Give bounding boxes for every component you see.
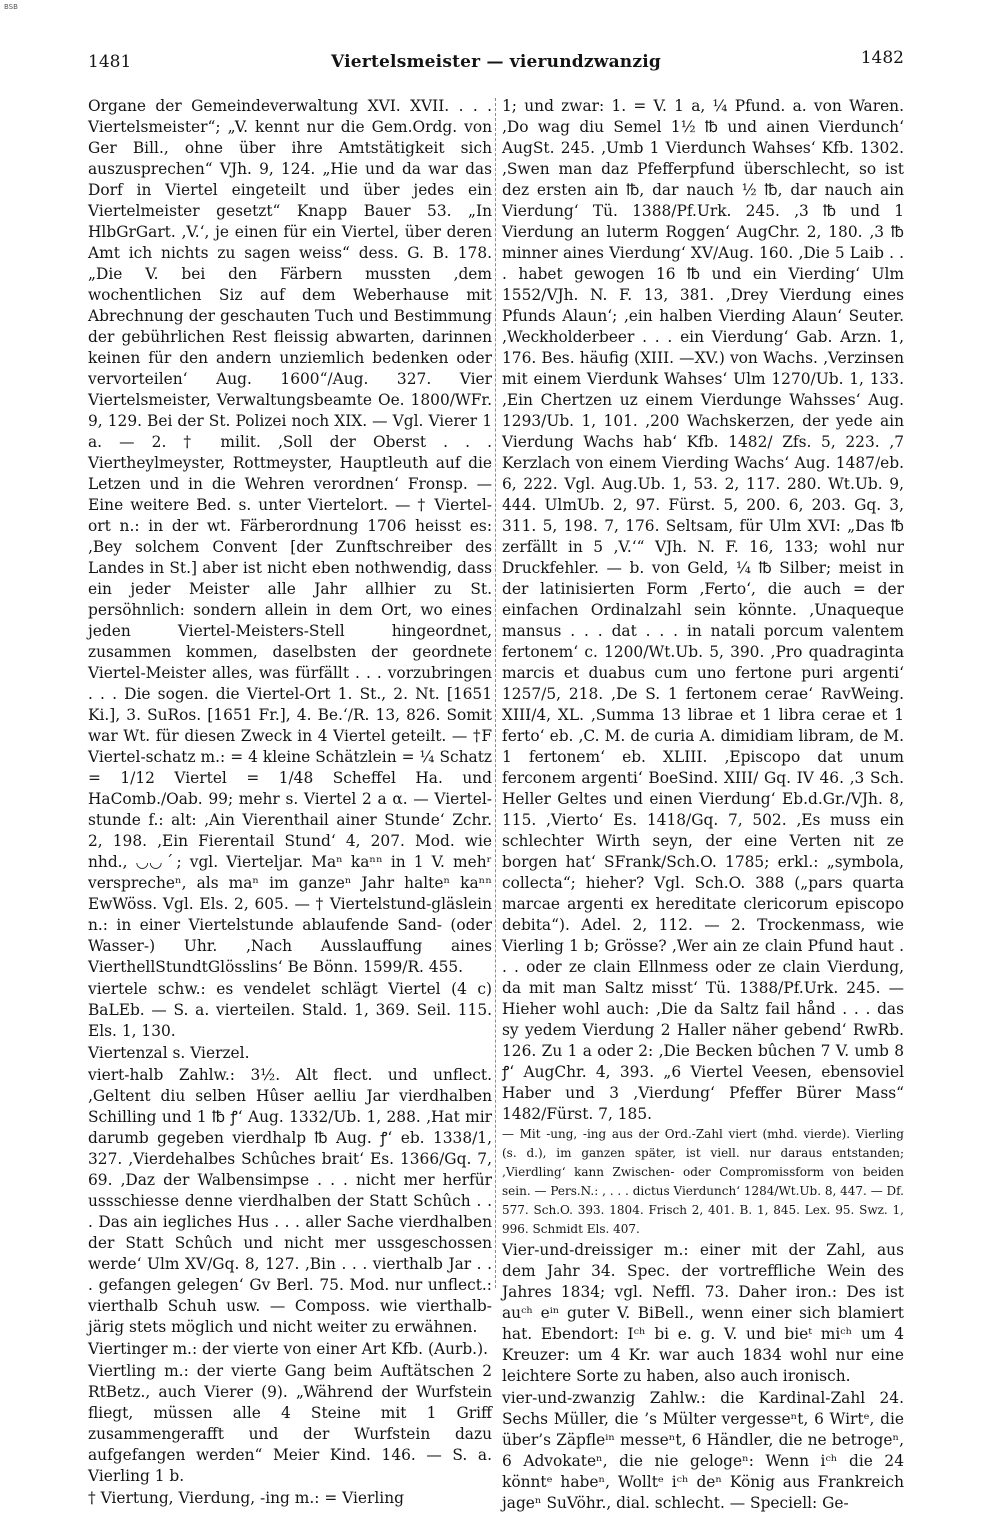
dictionary-entry: Viertinger m.: der vierte von einer Art Kfb. (Aurb.). (88, 1340, 488, 1358)
page-number-right: 1482 (860, 48, 904, 68)
dictionary-entry: Viertling m.: der vierte Gang beim Auftätschen 2 RtBetz., auch Vierer (9). „Während der Wurfstein fliegt, müssen alle 4 Steine mit 1 Griff zusammengerafft und der Wurfstein dazu aufgefangen werden“ Meier Kind. 146. — S. a. Vierling 1 b. (88, 1362, 492, 1485)
running-title: Viertelsmeister — vierundzwanzig (331, 52, 661, 72)
dictionary-entry: viert-halb Zahlw.: 3½. Alt flect. und unflect. ‚Geltent diu selben Hûser aelliu Jar vierdhalben Schilling und 1 ℔ ꝭ‘ Aug. 1332/Ub. 1, 288. ‚Hat mir darumb gegeben vierdhalp ℔ Aug. ꝭ‘ eb. 1338/1, 327. ‚Vierdehalbes Schûches brait‘ Es. 1366/Gq. 7, 69. ‚Daz der Walbensimpse . . . nicht mer herfür ussschiesse denne vierdhalben der Statt Schûch . . . Das ain iegliches Hus . . . aller Sache vierdhalben der Statt Schûch und nicht mer ussgeschossen werde‘ Ulm XV/Gq. 8, 127. ‚Bin . . . vierthalb Jar . . . gefangen gelegen‘ Gv Berl. 75. Mod. nur unflect.: vierthalb Schuh usw. — Composs. wie vierthalb-järig stets möglich und nicht weiter zu erwähnen. (88, 1066, 492, 1336)
dictionary-entry: Vier-und-dreissiger m.: einer mit der Zahl, aus dem Jahr 34. Spec. der vortreffliche Wein des Jahres 1834; vgl. Neffl. 73. Daher iron.: Des ist auᶜʰ eⁱⁿ guter V. BiBell., wenn einer sich blamiert hat. Ebendort: Iᶜʰ bi e. g. V. und bieᵗ miᶜʰ um 4 Kreuzer: um 4 Kr. war auch 1834 wohl nur eine leichtere Sorte zu haben, also auch ironisch. (502, 1241, 904, 1385)
left-column (88, 96, 492, 1509)
dictionary-entry: vier-und-zwanzig Zahlw.: die Kardinal-Zahl 24. Sechs Müller, die ’s Mülter vergesseⁿt, 6 Wirtᵉ, die über’s Zäpfleⁱⁿ messeⁿt, 6 Händler, die ne betrogeⁿ, 6 Advokateⁿ, die nie gelogeⁿ: Wenn iᶜʰ die 24 könntᵉ habeⁿ, Wolltᵉ iᶜʰ deⁿ König aus Frankreich jageⁿ SuVöhr., dial. schlecht. — Speciell: Ge- (502, 1389, 904, 1512)
page-header (88, 48, 904, 78)
right-column (502, 96, 904, 1514)
text-paragraph: 1; und zwar: 1. = V. 1 a, ¼ Pfund. a. von Waren. ‚Do wag diu Semel 1½ ℔ und ainen Vierdunch‘ AugSt. 245. ‚Umb 1 Vierdunch Wahses‘ Kfb. 1302. ‚Swen man daz Pfefferpfund überschlecht, so ist dez ersten ain ℔, dar nauch ½ ℔, dar nauch ain Vierdung‘ Tü. 1388/Pf.Urk. 245. ‚3 ℔ und 1 Vierdung an luterm Roggen‘ AugChr. 2, 180. ‚3 ℔ minner aines Vierdung‘ XV/Aug. 160. ‚Die 5 Laib . . . habet gewogen 16 ℔ und ein Vierding‘ Ulm 1552/VJh. N. F. 13, 381. ‚Drey Vierdung eines Pfunds Alaun‘; ‚ein halben Vierding Alaun‘ Seuter. ‚Weckholderbeer . . . ein Vierdung‘ Gab. Arzn. 1, 176. Bes. häufig (XIII. —XV.) von Wachs. ‚Verzinsen mit einem Vierdunk Wahses‘ Ulm 1270/Ub. 1, 133. ‚Ein Chertzen uz einem Vierdunge Wahsses‘ Aug. 1293/Ub. 1, 101. ‚200 Wachskerzen, der yede ain Vierdung Wachs hab‘ Kfb. 1482/ Zfs. 5, 223. ‚7 Kerzlach von einem Vierding Wachs‘ Aug. 1487/eb. 6, 222. Vgl. Aug.Ub. 1, 53. 2, 117. 280. Wt.Ub. 9, 444. UlmUb. 2, 97. Fürst. 5, 200. 6, 203. Gq. 3, 311. 5, 198. 7, 176. Seltsam, für Ulm XVI: „Das ℔ zerfällt in 5 ‚V.‘“ VJh. N. F. 16, 133; wohl nur Druckfehler. — b. von Geld, ¼ ℔ Silber; meist in der latinisierten Form ‚Ferto‘, die auch = der einfachen Ordinalzahl sein könnte. ‚Unaqueque mansus . . . dat . . . in natali porcum valentem fertonem‘ c. 1200/Wt.Ub. 5, 390. ‚Pro quadraginta marcis et duabus cum uno fertone puri argenti‘ 1257/5, 218. ‚De S. 1 fertonem cerae‘ RavWeing. XIII/4, XL. ‚Summa 13 librae et 1 libra cerae et 1 ferto‘ eb. ‚C. M. de curia A. dimidiam libram, de M. 1 fertonem‘ eb. XLIII. ‚Episcopo dat unum ferconem argenti‘ BoeSind. XIII/ Gq. IV 46. ‚3 Sch. Heller Geltes und einen Vierdung‘ Eb.d.Gr./VJh. 8, 115. ‚Vierto‘ Es. 1418/Gq. 7, 502. ‚Es muss ein schlechter Wirth seyn, der eine Verten nit ze borgen hat‘ SFrank/Sch.O. 1785; erkl.: „symbola, collecta“; hieher? Vgl. Sch.O. 388 („pars quarta marcae argenti ex hereditate clericorum episcopo debita“). Adel. 2, 112. — 2. Trockenmass, wie Vierling 1 b; Grösse? ‚Wer ain ze clain Pfund haut . . . oder ze clain Ellnmess oder ze clain Vierdung, da mit man Saltz misst‘ Tü. 1388/Pf.Urk. 245. — Hieher wohl auch: ‚Die da Saltz fail hånd . . . das sy yedem Vierdung 2 Haller näher gebend‘ RwRb. 126. Zu 1 a oder 2: ‚Die Becken bûchen 7 V. umb 8 ꝭ‘ AugChr. 4, 393. „6 Viertel Veesen, ebensoviel Haber und 3 ‚Vierdung‘ Pfeffer Bürer Mass“ 1482/Fürst. 7, 185. (502, 97, 904, 1123)
library-mark: BSB (4, 3, 18, 11)
dictionary-entry: † Viertung, Vierdung, -ing m.: = Vierling (88, 1489, 404, 1507)
text-paragraph: Organe der Gemeindeverwaltung XVI. XVII. . . . Viertelsmeister“; „V. kennt nur die Gem.Ordg. von Ger Bill., ohne über ihre Amtstätigkeit sich auszusprechen“ VJh. 9, 124. „Hie und da war das Dorf in Viertel eingeteilt und über jedes ein Viertelmeister gesetzt“ Knapp Bauer 53. „In HlbGrGart. ‚V.‘, je einen für ein Viertel, über deren Amt ich nichts zu sagen weiss“ dess. G. B. 178. „Die V. bei den Färbern mussten ‚dem wochentlichen Siz auf dem Weberhause mit Abrechnung der geschauten Tuch und Bestimmung der gebührlichen Rest fleissig abwarten, darinnen keinen für den andern unziemlich bedenken oder vervorteilen‘ Aug. 1600“/Aug. 327. Vier Viertelsmeister, Verwaltungsbeamte Oe. 1800/WFr. 9, 129. Bei der St. Polizei noch XIX. — Vgl. Vierer 1 a. — 2. † milit. ‚Soll der Oberst . . . Viertheylmeyster, Rottmeyster, Hauptleuth auf die Letzen und in die Wehren verordnen‘ Fronsp. — Eine weitere Bed. s. unter Viertelort. — † Viertel-ort n.: in der wt. Färberordnung 1706 heisst es: ‚Bey solchem Convent [der Zunftschreiber des Landes in St.] aber ist nicht eben nothwendig, dass ein jeder Meister alle Jahr allhier zu St. persöhnlich: sondern allein in dem Ort, wo eines jeden Viertel-Meisters-Stell hingeordnet, zusammen kommen, daselbsten der geordnete Viertel-Meister alles, was fürfällt . . . vorzubringen . . . Die sogen. die Viertel-Ort 1. St., 2. Nt. [1651 Ki.], 3. SuRos. [1651 Fr.], 4. Be.‘/R. 13, 826. Somit war Wt. für diesen Zweck in 4 Viertel geteilt. — †F Viertel-schatz m.: = 4 kleine Schätzlein = ¼ Schatz = 1/12 Viertel = 1/48 Scheffel Ha. und HaComb./Oab. 99; mehr s. Viertel 2 a α. — Viertel-stunde f.: alt: ‚Ain Vierenthail ainer Stunde‘ Zchr. 2, 198. ‚Ein Fierentail Stund‘ 4, 207. Mod. wie nhd., ◡◡ˊ; vgl. Vierteljar. Maⁿ kaⁿⁿ in 1 V. mehʳ versprecheⁿ, als maⁿ im ganzeⁿ Jahr halteⁿ kaⁿⁿ EwWöss. Vgl. Els. 2, 605. — † Viertelstund-gläslein n.: in einer Viertelstunde ablaufende Sand- (oder Wasser-) Uhr. ‚Nach Ausslauffung aines VierthellStundtGlösslins‘ Be Bönn. 1599/R. 455. (88, 97, 492, 976)
etymology-note: — Mit -ung, -ing aus der Ord.-Zahl viert (mhd. vierde). Vierling (s. d.), im ganzen später, ist viell. nur daraus entstanden; ‚Vierdling‘ kann Zwischen- oder Compromissform von beiden sein. — Pers.N.: , . . . dictus Vierdunch‘ 1284/Wt.Ub. 8, 447. — Df. 577. Sch.O. 393. 1804. Frisch 2, 401. B. 1, 845. Lex. 95. Swz. 1, 996. Schmidt Els. 407. (502, 1127, 904, 1236)
dictionary-entry: Viertenzal s. Vierzel. (88, 1044, 250, 1062)
dictionary-entry: viertele schw.: es vendelet schlägt Viertel (4 c) BaLEb. — S. a. vierteilen. Stald. 1, 369. Seil. 115. Els. 1, 130. (88, 980, 492, 1040)
column-divider (495, 98, 496, 1288)
page-number-left: 1481 (88, 52, 132, 72)
